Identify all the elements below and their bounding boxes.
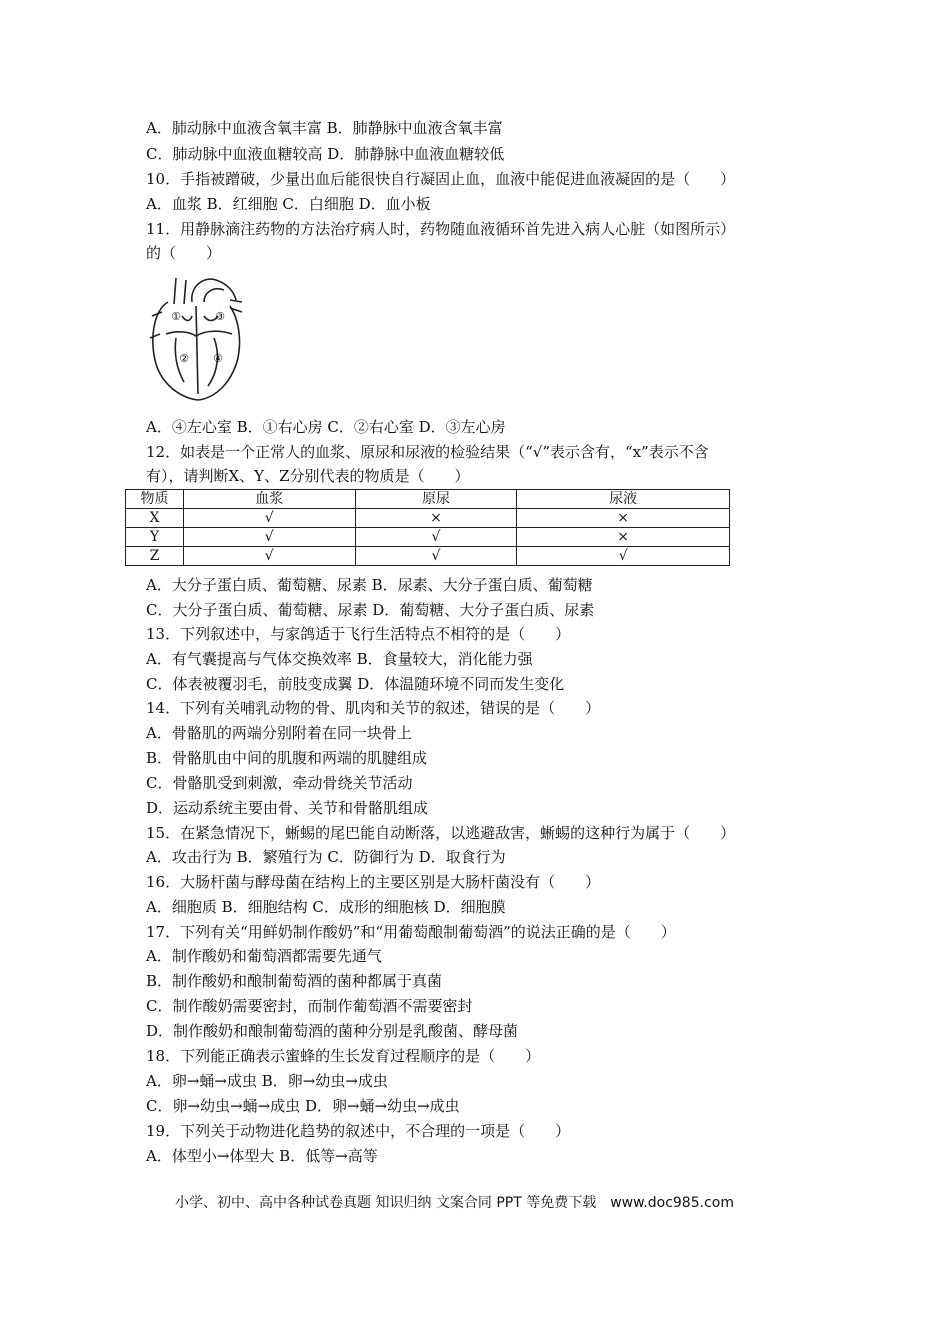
- text-line: C．肺动脉中血液血糖较高 D．肺静脉中血液血糖较低: [146, 145, 505, 163]
- heart-diagram: [146, 272, 246, 404]
- table-cell: ×: [517, 528, 730, 547]
- table-cell: √: [517, 547, 730, 566]
- text-line: 有），请判断X、Y、Z分别代表的物质是（ ）: [146, 467, 470, 485]
- question-13: 13．下列叙述中，与家鸽适于飞行生活特点不相符的是（ ）: [146, 625, 571, 643]
- text-line: D．运动系统主要由骨、关节和骨骼肌组成: [146, 799, 429, 817]
- text-line: A．④左心室 B．①右心房 C．②右心室 D．③左心房: [146, 418, 506, 436]
- table-cell: X: [126, 509, 184, 528]
- heart-label-1: ①: [171, 310, 181, 323]
- question-14: 14．下列有关哺乳动物的骨、肌肉和关节的叙述，错误的是（ ）: [146, 699, 601, 717]
- table-cell: √: [183, 528, 355, 547]
- text-line: B．制作酸奶和酿制葡萄酒的菌种都属于真菌: [146, 972, 443, 990]
- table-header: 尿液: [517, 490, 730, 509]
- text-line: B．骨骼肌由中间的肌腹和两端的肌腱组成: [146, 749, 428, 767]
- table-cell: √: [183, 509, 355, 528]
- text-line: A．卵→蛹→成虫 B．卵→幼虫→成虫: [146, 1072, 388, 1090]
- question-12: 12．如表是一个正常人的血浆、原尿和尿液的检验结果（“√”表示含有，“x”表示不含: [146, 443, 709, 461]
- table-cell: ×: [355, 509, 517, 528]
- table-cell: √: [183, 547, 355, 566]
- text-line: A．细胞质 B．细胞结构 C．成形的细胞核 D．细胞膜: [146, 898, 506, 916]
- table-header: 原尿: [355, 490, 517, 509]
- question-18: 18．下列能正确表示蜜蜂的生长发育过程顺序的是（ ）: [146, 1047, 541, 1065]
- text-line: A．体型小→体型大 B．低等→高等: [146, 1147, 378, 1165]
- text-line: D．制作酸奶和酿制葡萄酒的菌种分别是乳酸菌、酵母菌: [146, 1022, 519, 1040]
- question-10: 10．手指被蹭破，少量出血后能很快自行凝固止血，血液中能促进血液凝固的是（ ）: [146, 170, 736, 188]
- text-line: C．制作酸奶需要密封，而制作葡萄酒不需要密封: [146, 997, 473, 1015]
- question-11: 11．用静脉滴注药物的方法治疗病人时，药物随血液循环首先进入病人心脏（如图所示）: [146, 220, 736, 238]
- text-line: A．大分子蛋白质、葡萄糖、尿素 B．尿素、大分子蛋白质、葡萄糖: [146, 576, 593, 594]
- table-header: 血浆: [183, 490, 355, 509]
- heart-label-2: ②: [179, 352, 189, 365]
- page-footer: 小学、初中、高中各种试卷真题 知识归纳 文案合同 PPT 等免费下载 www.doc985.com: [175, 1195, 734, 1211]
- text-line: 的（ ）: [146, 244, 222, 262]
- heart-label-3: ③: [215, 310, 225, 323]
- test-results-table: [125, 489, 730, 566]
- table-header: 物质: [126, 490, 184, 509]
- question-19: 19．下列关于动物进化趋势的叙述中，不合理的一项是（ ）: [146, 1122, 571, 1140]
- text-line: A．血浆 B．红细胞 C．白细胞 D．血小板: [146, 195, 431, 213]
- text-line: C．大分子蛋白质、葡萄糖、尿素 D．葡萄糖、大分子蛋白质、尿素: [146, 601, 595, 619]
- table-cell: Y: [126, 528, 184, 547]
- text-line: A．有气囊提高与气体交换效率 B．食量较大，消化能力强: [146, 650, 533, 668]
- table-row: [126, 547, 730, 566]
- table-cell: Z: [126, 547, 184, 566]
- table-row: [126, 528, 730, 547]
- table-cell: √: [355, 528, 517, 547]
- question-16: 16．大肠杆菌与酵母菌在结构上的主要区别是大肠杆菌没有（ ）: [146, 873, 601, 891]
- text-line: A．制作酸奶和葡萄酒都需要先通气: [146, 947, 382, 965]
- text-line: C．骨骼肌受到刺激，牵动骨绕关节活动: [146, 774, 413, 792]
- text-line: A．肺动脉中血液含氧丰富 B．肺静脉中血液含氧丰富: [146, 119, 503, 137]
- heart-label-4: ④: [213, 352, 223, 365]
- text-line: C．卵→幼虫→蛹→成虫 D．卵→蛹→幼虫→成虫: [146, 1097, 460, 1115]
- table-cell: √: [355, 547, 517, 566]
- table-row: [126, 509, 730, 528]
- question-17: 17．下列有关“用鲜奶制作酸奶”和“用葡萄酿制葡萄酒”的说法正确的是（ ）: [146, 923, 676, 941]
- table-cell: ×: [517, 509, 730, 528]
- text-line: C．体表被覆羽毛，前肢变成翼 D．体温随环境不同而发生变化: [146, 675, 565, 693]
- table-header-row: [126, 490, 730, 509]
- question-15: 15．在紧急情况下，蜥蜴的尾巴能自动断落，以逃避敌害，蜥蜴的这种行为属于（ ）: [146, 824, 736, 842]
- text-line: A．攻击行为 B．繁殖行为 C．防御行为 D．取食行为: [146, 848, 506, 866]
- text-line: A．骨骼肌的两端分别附着在同一块骨上: [146, 724, 412, 742]
